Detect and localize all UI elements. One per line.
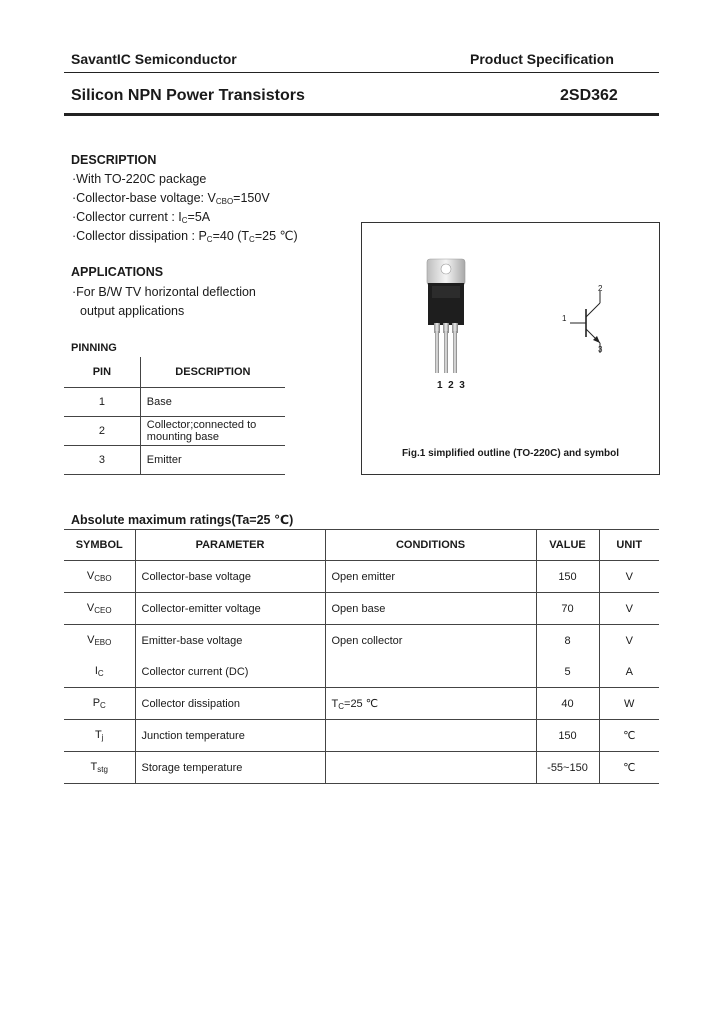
- npn-transistor-symbol-icon: [558, 281, 618, 361]
- pin-number: 3: [64, 446, 140, 475]
- parameter-cell: Collector-base voltage: [135, 561, 325, 593]
- value-cell: -55~150: [536, 752, 599, 784]
- value-cell: 70: [536, 593, 599, 625]
- value-cell: 5: [536, 656, 599, 688]
- value-cell: 150: [536, 720, 599, 752]
- table-row: [64, 561, 659, 593]
- pin-row: [64, 446, 285, 475]
- conditions-cell: [325, 656, 536, 688]
- description-line-1: ·With TO-220C package: [72, 172, 207, 186]
- product-line: Silicon NPN Power Transistors: [71, 87, 305, 104]
- figure-box: [361, 222, 660, 475]
- description-line-4: ·Collector dissipation : $P_C=40$ ($T_C=25$ ℃): [72, 229, 298, 244]
- spec-label: Product Specification: [470, 51, 614, 67]
- symbol-cell: $I_C$: [64, 656, 135, 688]
- value-col-header: VALUE: [536, 530, 599, 561]
- conditions-cell: [325, 720, 536, 752]
- parameter-cell: Collector current (DC): [135, 656, 325, 688]
- pin-description: Base: [140, 388, 285, 417]
- unit-cell: V: [625, 634, 633, 647]
- unit-cell: ℃: [599, 752, 659, 784]
- value-cell: 8: [536, 625, 599, 657]
- table-row: [64, 720, 659, 752]
- part-number: 2SD362: [560, 87, 618, 104]
- applications-line-2: output applications: [80, 304, 185, 318]
- conditions-cell: $T_C=25$ ℃: [325, 688, 536, 720]
- value-cell: 150: [536, 561, 599, 593]
- unit-cell: A: [599, 656, 659, 688]
- parameter-cell: Emitter-base voltage: [135, 625, 325, 657]
- symbol-cell: $T_j$: [64, 720, 135, 752]
- symbol-pin-3: 3: [598, 345, 603, 354]
- pin-number: 1: [64, 388, 140, 417]
- value-cell: 40: [536, 688, 599, 720]
- unit-cell: V: [599, 593, 659, 625]
- unit-cell: V: [599, 561, 659, 593]
- table-row: [64, 688, 659, 720]
- symbol-pin-1: 1: [562, 314, 567, 323]
- table-row: [64, 752, 659, 784]
- header-rule-bottom: [64, 113, 659, 116]
- ratings-heading: Absolute maximum ratings(Ta=25 ℃): [71, 513, 294, 527]
- table-row: [64, 656, 659, 688]
- pin-number: 2: [64, 417, 140, 446]
- symbol-cell: $V_{EBO}$: [64, 625, 135, 657]
- conditions-cell: Open collector: [325, 625, 536, 657]
- description-heading: DESCRIPTION: [71, 153, 157, 167]
- parameter-col-header: PARAMETER: [135, 530, 325, 561]
- figure-caption: Fig.1 simplified outline (TO-220C) and symbol: [401, 448, 620, 459]
- symbol-pin-2: 2: [598, 284, 603, 293]
- pin-row: [64, 417, 285, 446]
- unit-col-header: UNIT: [599, 530, 659, 561]
- description-line-3: ·Collector current : $I_C=5A$: [72, 210, 211, 225]
- pinning-heading: PINNING: [71, 342, 117, 354]
- parameter-cell: Junction temperature: [135, 720, 325, 752]
- conditions-col-header: CONDITIONS: [325, 530, 536, 561]
- unit-cell: ℃: [599, 720, 659, 752]
- conditions-cell: Open emitter: [325, 561, 536, 593]
- package-pin-labels: 1 2 3: [437, 380, 465, 391]
- applications-line-1: ·For B/W TV horizontal deflection: [72, 285, 256, 299]
- conditions-cell: [325, 752, 536, 784]
- pin-desc-col-header: DESCRIPTION: [140, 357, 285, 388]
- pin-row: [64, 388, 285, 417]
- symbol-cell: $V_{CEO}$: [64, 593, 135, 625]
- unit-cell: W: [599, 688, 659, 720]
- ratings-table: [64, 529, 659, 784]
- table-row: [64, 593, 659, 625]
- conditions-cell: Open base: [325, 593, 536, 625]
- symbol-cell: $V_{CBO}$: [64, 561, 135, 593]
- symbol-cell: $P_C$: [64, 688, 135, 720]
- applications-heading: APPLICATIONS: [71, 265, 164, 279]
- pin-description: Collector;connected to mounting base: [140, 417, 285, 446]
- header-rule-top: [64, 72, 659, 73]
- description-line-2: ·Collector-base voltage: $V_{CBO}=150V$: [72, 191, 270, 206]
- pin-col-header: PIN: [64, 357, 140, 388]
- parameter-cell: Collector dissipation: [135, 688, 325, 720]
- pinning-table: [64, 357, 285, 475]
- symbol-cell: $T_{stg}$: [64, 752, 135, 784]
- ratings-header-row: [64, 530, 659, 561]
- parameter-cell: Collector-emitter voltage: [135, 593, 325, 625]
- symbol-col-header: SYMBOL: [64, 530, 135, 561]
- table-row: [64, 625, 659, 657]
- company-name: SavantIC Semiconductor: [71, 51, 237, 67]
- pin-description: Emitter: [140, 446, 285, 475]
- parameter-cell: Storage temperature: [135, 752, 325, 784]
